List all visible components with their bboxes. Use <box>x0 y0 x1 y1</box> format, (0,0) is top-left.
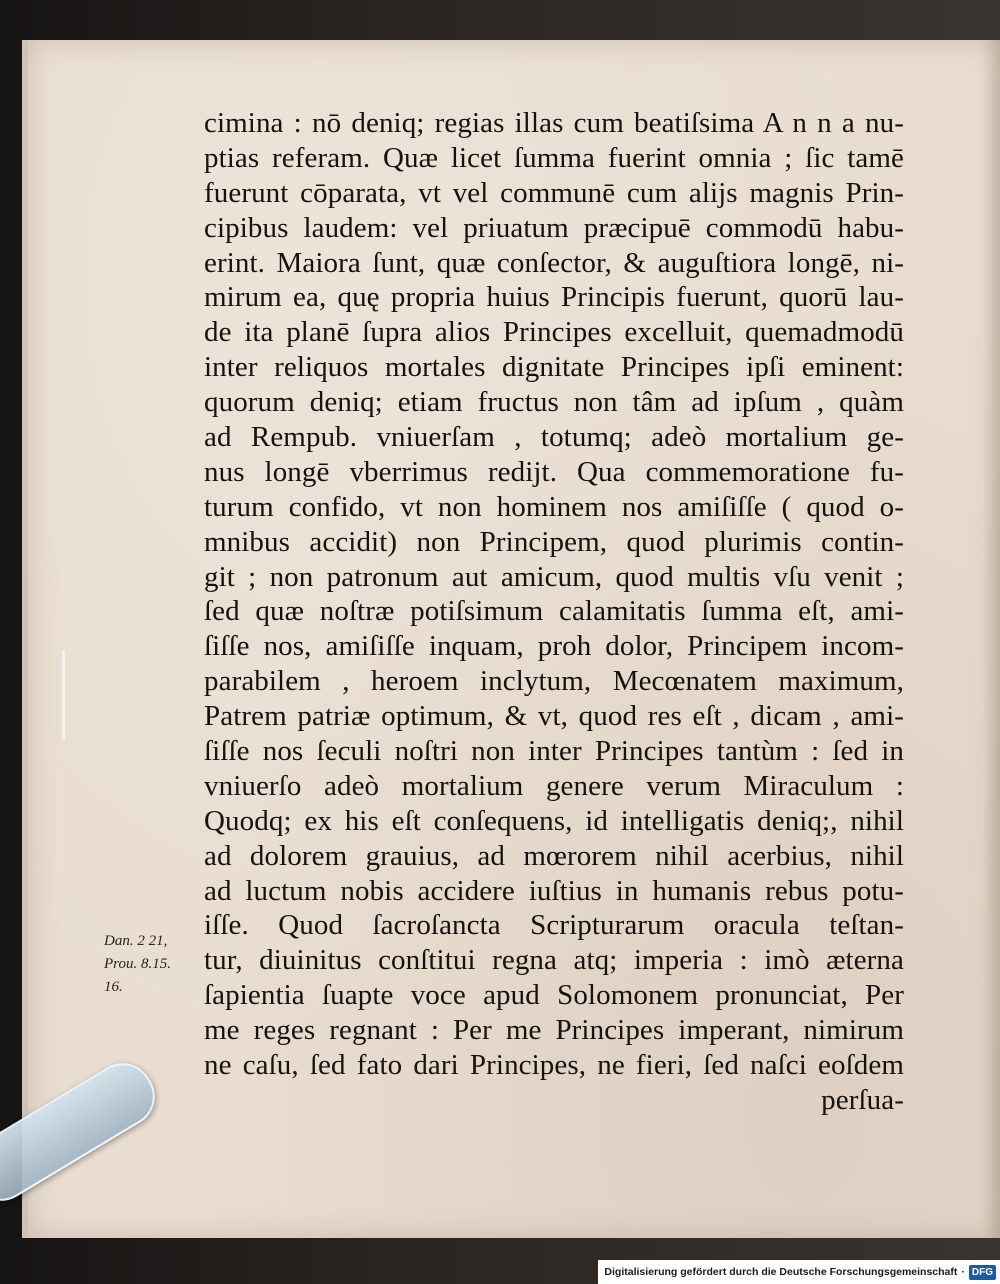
text-line: ſapientia ſuapte voce apud Solomonem pronunciat, Per <box>204 979 904 1012</box>
text-line: ad dolorem grauius, ad mœrorem nihil acerbius, nihil <box>204 839 904 872</box>
text-line: turum confido, vt non hominem nos amiſiſſe ( quod o- <box>204 490 904 523</box>
text-line: iſſe. Quod ſacroſancta Scripturarum oracula teſtan- <box>204 909 904 942</box>
text-line: de ita planē ſupra alios Principes excelluit, quemadmodū <box>204 316 904 349</box>
page-fold-mark <box>62 650 65 740</box>
text-line: mnibus accidit) non Principem, quod plurimis contin- <box>204 525 904 558</box>
text-line: tur, diuinitus conſtitui regna atq; imperia : imò æterna <box>204 944 904 977</box>
text-line: ſiſſe nos, amiſiſſe inquam, proh dolor, Principem incom- <box>204 630 904 663</box>
text-line: Quodq; ex his eſt conſequens, id intelligatis deniq;, nihil <box>204 804 904 837</box>
footer-banner <box>598 1260 1000 1284</box>
text-line: mirum ea, quę propria huius Principis fuerunt, quorū lau- <box>204 281 904 314</box>
text-line: vniuerſo adeò mortalium genere verum Miraculum : <box>204 769 904 802</box>
text-line: ad luctum nobis accidere iuſtius in humanis rebus potu- <box>204 874 904 907</box>
main-text-block <box>204 106 904 1118</box>
margin-note-line: Prou. 8.15. <box>104 956 171 972</box>
text-line: fuerunt cōparata, vt vel communē cum alijs magnis Prin- <box>204 176 904 209</box>
dfg-logo-icon: DFG <box>969 1265 996 1280</box>
page-edge-shadow <box>982 40 1000 1238</box>
text-line: ſiſſe nos ſeculi noſtri non inter Principes tantùm : ſed in <box>204 735 904 768</box>
text-line: cimina : nō deniq; regias illas cum beatiſsima A n n a nu- <box>204 107 904 139</box>
text-line: cipibus laudem: vel priuatum præcipuē commodū habu- <box>204 211 904 244</box>
margin-note-line: Dan. 2 21, <box>104 933 168 949</box>
text-line: erint. Maiora ſunt, quæ conſector, & auguſtiora longē, ni- <box>204 246 904 279</box>
margin-note <box>104 930 204 999</box>
text-line: ptias referam. Quæ licet ſumma fuerint omnia ; ſic tamē <box>204 141 904 174</box>
text-line: nus longē vberrimus redijt. Qua commemoratione fu- <box>204 455 904 488</box>
catchword: perſua- <box>821 1083 904 1116</box>
text-line: ad Rempub. vniuerſam , totumq; adeò mortalium ge- <box>204 421 904 454</box>
footer-separator: · <box>961 1266 965 1278</box>
text-line: parabilem , heroem inclytum, Mecœnatem maximum, <box>204 665 904 698</box>
text-line: ſed quæ noſtræ potiſsimum calamitatis ſumma eſt, ami- <box>204 595 904 628</box>
text-line: inter reliquos mortales dignitate Principes ipſi eminent: <box>204 351 904 384</box>
text-line: git ; non patronum aut amicum, quod multis vſu venit ; <box>204 560 904 593</box>
text-line: Patrem patriæ optimum, & vt, quod res eſt , dicam , ami- <box>204 700 904 733</box>
footer-credit: Digitalisierung gefördert durch die Deutsche Forschungsgemeinschaft <box>604 1266 958 1278</box>
margin-note-line: 16. <box>104 979 123 995</box>
text-line: ne caſu, ſed fato dari Principes, ne fieri, ſed naſci eoſdem <box>204 1049 904 1082</box>
text-line: quorum deniq; etiam fructus non tâm ad ipſum , quàm <box>204 386 904 419</box>
text-line: me reges regnant : Per me Principes imperant, nimirum <box>204 1014 904 1047</box>
